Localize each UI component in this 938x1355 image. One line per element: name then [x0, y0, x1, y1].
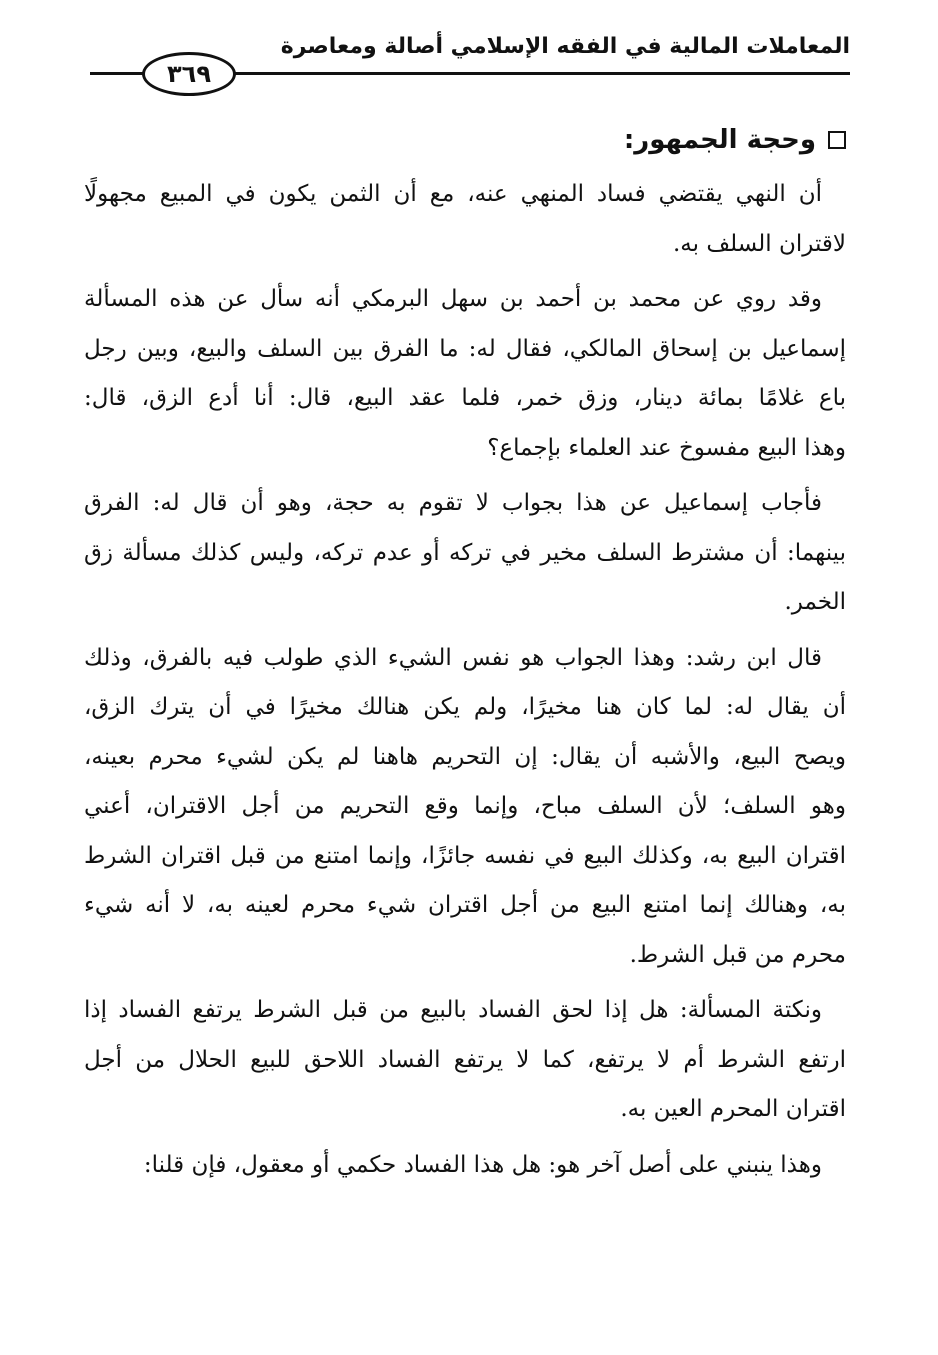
page-body [84, 116, 846, 1196]
text-line: وهو السلف؛ لأن السلف مباح، وإنما وقع التحريم من أجل الاقتران، أعني [84, 793, 846, 819]
paragraph [84, 275, 846, 473]
text-line: لاقتران السلف به. [672, 230, 846, 257]
text-line: إسماعيل بن إسحاق المالكي، فقال له: ما الفرق بين السلف والبيع، وبين رجل [84, 335, 846, 362]
text-line: فأجاب إسماعيل عن هذا بجواب لا تقوم به حجة، وهو أن قال له: الفرق [84, 490, 822, 516]
running-header [70, 28, 850, 98]
checkbox-icon [828, 131, 846, 149]
section-heading-text: وحجة الجمهور: [623, 125, 816, 155]
running-title: المعاملات المالية في الفقه الإسلامي أصالة ومعاصرة [280, 34, 850, 59]
paragraph [84, 479, 846, 628]
text-line: محرم من قبل الشرط. [629, 941, 846, 968]
paragraph [84, 1141, 846, 1191]
text-line: أن النهي يقتضي فساد المنهي عنه، مع أن الثمن يكون في المبيع مجهولًا [84, 181, 822, 207]
text-line: ارتفع الشرط أم لا يرتفع، كما لا يرتفع الفساد اللاحق للبيع الحلال من أجل [84, 1046, 846, 1073]
text-line: اقتران البيع به، وكذلك البيع في نفسه جائزًا، وإنما امتنع من قبل اقتران الشرط [84, 842, 846, 869]
text-line: قال ابن رشد: وهذا الجواب هو نفس الشيء الذي طولب فيه بالفرق، وذلك [84, 644, 822, 671]
text-line: ونكتة المسألة: هل إذا لحق الفساد بالبيع من قبل الشرط يرتفع الفساد إذا [84, 997, 822, 1023]
text-line: أن يقال له: لما كان هنا مخيرًا، ولم يكن هنالك مخيرًا في أن يترك الزق، [84, 694, 846, 720]
text-line: وقد روي عن محمد بن أحمد بن سهل البرمكي أنه سأل عن هذه المسألة [84, 286, 822, 312]
paragraph [84, 986, 846, 1135]
section-heading [84, 116, 846, 164]
text-line: به، وهنالك إنما امتنع البيع من أجل اقتران شيء محرم لعينه به، لا أنه شيء [84, 892, 846, 918]
text-line: وهذا البيع مفسوخ عند العلماء بإجماع؟ [487, 434, 846, 461]
text-line: باع غلامًا بمائة دينار، وزق خمر، فلما عقد البيع، قال: أنا أدع الزق، قال: [84, 385, 846, 411]
paragraph [84, 170, 846, 269]
paragraph [84, 634, 846, 981]
text-line: بينهما: أن مشترط السلف مخير في تركه أو عدم تركه، وليس كذلك مسألة زق [84, 539, 846, 566]
text-line: وهذا ينبني على أصل آخر هو: هل هذا الفساد حكمي أو معقول، فإن قلنا: [143, 1151, 822, 1178]
page-number: ٣٦٩ [142, 52, 236, 96]
text-line: ويصح البيع، والأشبه أن يقال: إن التحريم هاهنا لم يكن لشيء محرم بعينه، [84, 743, 846, 770]
text-line: اقتران المحرم العين به. [620, 1096, 846, 1122]
text-line: الخمر. [784, 589, 846, 615]
